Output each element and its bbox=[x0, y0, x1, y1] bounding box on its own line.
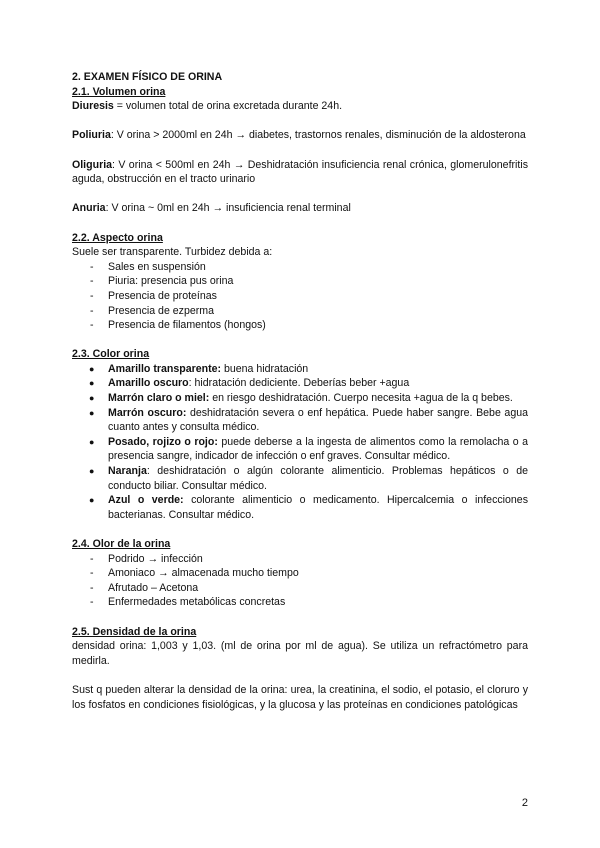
list-item: ● Amarillo transparente: buena hidratación bbox=[89, 362, 309, 375]
list-item: ● Naranja: deshidratación o algún colorante alimenticio. Problemas hepáticos o de conducto biliar. Consultar médico. bbox=[89, 465, 528, 492]
anuria-text: : V orina ~ 0ml en 24h → insuficiencia renal terminal bbox=[105, 202, 351, 215]
sustancias-paragraph: Sust q pueden alterar la densidad de la orina: urea, la creatinina, el sodio, el potasio, el cloruro y los fosfatos en condiciones fisiológicas, y la glucosa y las proteínas en condiciones patológicas bbox=[72, 683, 528, 711]
list-item: ● Marrón claro o miel: en riesgo deshidratación. Cuerpo necesita +agua de la q bebes. bbox=[89, 392, 513, 405]
olor-list bbox=[72, 552, 528, 610]
diuresis-text: = volumen total de orina excretada durante 24h. bbox=[113, 100, 343, 113]
document-page bbox=[72, 70, 528, 712]
bullet-icon: ● bbox=[89, 393, 95, 404]
bullet-icon: ● bbox=[89, 407, 95, 418]
bullet-icon: ● bbox=[89, 363, 95, 374]
oliguria-term: Oliguria bbox=[72, 158, 113, 171]
list-item: ● Amarillo oscuro: hidratación dediciente. Deberías beber +agua bbox=[89, 377, 410, 390]
poliuria-paragraph bbox=[72, 128, 528, 143]
densidad-paragraph: densidad orina: 1,003 y 1,03. (ml de orina por ml de agua). Se utiliza un refractómetro para medirla. bbox=[72, 640, 528, 667]
oliguria-text: : V orina < 500ml en 24h → Deshidratación insuficiencia renal crónica, glomerulonefritis aguda, obstrucción en el tracto urinario bbox=[72, 158, 528, 186]
list-item: - Podrido → infección bbox=[72, 552, 528, 567]
page-number: 2 bbox=[521, 797, 528, 809]
heading-olor: 2.4. Olor de la orina bbox=[72, 538, 171, 550]
poliuria-term: Poliuria bbox=[72, 129, 111, 142]
list-item: ● Posado, rojizo o rojo: puede deberse a la ingesta de alimentos como la remolacha o a presencia sangre, indicador de infección o enf graves. Consultar médico. bbox=[89, 435, 528, 463]
heading-volumen: 2.1. Volumen orina bbox=[72, 85, 166, 98]
list-item: - Enfermedades metabólicas concretas bbox=[72, 595, 528, 610]
aspecto-list bbox=[72, 260, 528, 333]
list-item: - Afrutado – Acetona bbox=[72, 581, 528, 596]
bullet-icon: ● bbox=[89, 466, 95, 477]
list-item: - Amoniaco → almacenada mucho tiempo bbox=[72, 566, 528, 581]
heading-aspecto: 2.2. Aspecto orina bbox=[72, 231, 163, 244]
color-list bbox=[72, 362, 528, 523]
list-item: ● Marrón oscuro: deshidratación severa o enf hepática. Puede haber sangre. Bebe agua cuanto antes y consulta médico. bbox=[89, 406, 528, 434]
diuresis-term: Diuresis bbox=[72, 100, 114, 113]
aspecto-intro: Suele ser transparente. Turbidez debida a: bbox=[72, 246, 273, 259]
heading-densidad: 2.5. Densidad de la orina bbox=[72, 625, 197, 638]
bullet-icon: ● bbox=[89, 495, 95, 506]
diuresis-paragraph bbox=[72, 99, 528, 114]
anuria-term: Anuria bbox=[72, 202, 106, 215]
poliuria-text: : V orina > 2000ml en 24h → diabetes, trastornos renales, disminución de la aldosterona bbox=[110, 129, 526, 142]
list-item: - Presencia de ezperma bbox=[72, 304, 528, 319]
list-item: - Piuria: presencia pus orina bbox=[72, 274, 528, 289]
list-item: - Presencia de proteínas bbox=[72, 289, 528, 304]
list-item: - Sales en suspensión bbox=[72, 260, 528, 275]
oliguria-paragraph bbox=[72, 158, 528, 187]
heading-color: 2.3. Color orina bbox=[72, 348, 150, 361]
bullet-icon: ● bbox=[89, 436, 95, 447]
bullet-icon: ● bbox=[89, 378, 95, 389]
list-item: - Presencia de filamentos (hongos) bbox=[72, 318, 528, 333]
anuria-paragraph bbox=[72, 201, 528, 216]
section-title: 2. EXAMEN FÍSICO DE ORINA bbox=[72, 71, 223, 83]
list-item: ● Azul o verde: colorante alimenticio o medicamento. Hipercalcemia o infecciones bacterianas. Consultar médico. bbox=[89, 494, 528, 521]
